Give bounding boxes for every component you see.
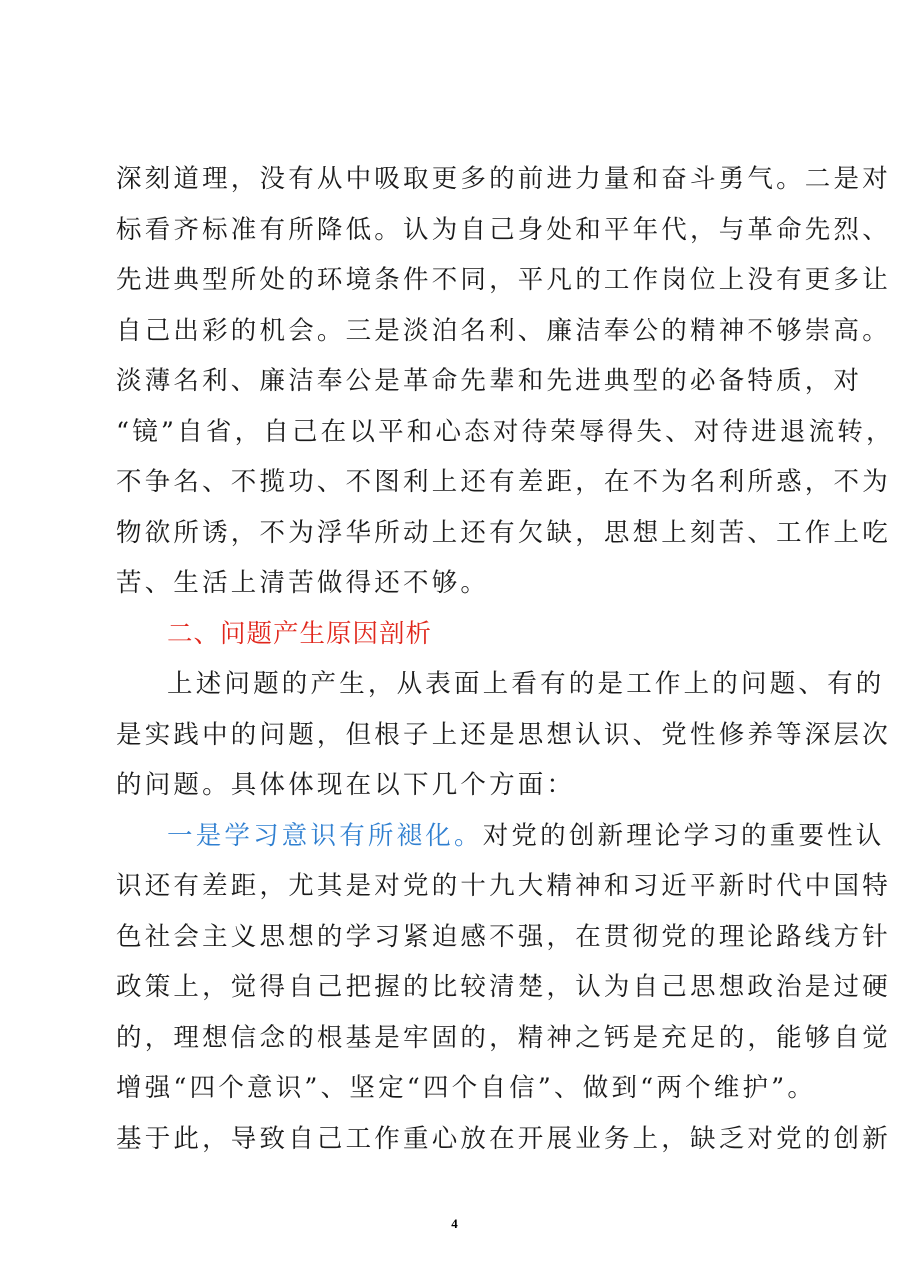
text-line: 物欲所诱，不为浮华所动上还有欠缺，思想上刻苦、工作上吃 [116,517,891,548]
text-line: 苦、生活上清苦做得还不够。 [116,568,490,598]
text-line: 色社会主义思想的学习紧迫感不强，在贯彻党的理论路线方针 [116,921,891,952]
text-line: 上述问题的产生，从表面上看有的是工作上的问题、有的 [167,669,885,699]
text-line: 淡薄名利、廉洁奉公是革命先辈和先进典型的必备特质，对 [116,366,863,396]
text-line: 先进典型所处的环境条件不同，平凡的工作岗位上没有更多让 [116,265,891,295]
document-body [116,154,895,1164]
text-line: 基于此，导致自己工作重心放在开展业务上，缺乏对党的创新 [116,1123,891,1154]
paragraph-lead-rest: 对党的创新理论学习的重要性认 [482,820,885,851]
text-line-with-lead [116,811,885,862]
paragraph-lead: 一是学习意识有所褪化。 [167,820,483,851]
text-line: 是实践中的问题，但根子上还是思想认识、党性修养等深层次 [116,719,891,750]
page-number: 4 [451,1216,458,1231]
section-heading: 二、问题产生原因剖析 [167,618,433,649]
text-line: 的，理想信念的根基是牢固的，精神之钙是充足的，能够自觉 [116,1022,891,1053]
text-line: 自己出彩的机会。三是淡泊名利、廉洁奉公的精神不够崇高。 [116,315,891,346]
text-line: 不争名、不揽功、不图利上还有差距，在不为名利所惑，不为 [116,467,891,497]
text-line: 增强“四个意识”、坚定“四个自信”、做到“两个维护”。 [116,1073,817,1103]
text-line: 政策上，觉得自己把握的比较清楚，认为自己思想政治是过硬 [116,972,891,1002]
text-line: “镜”自省，自己在以平和心态对待荣辱得失、对待进退流转， [116,416,895,447]
text-line: 的问题。具体体现在以下几个方面： [116,770,576,800]
text-line: 深刻道理，没有从中吸取更多的前进力量和奋斗勇气。二是对 [116,164,891,194]
text-line: 识还有差距，尤其是对党的十九大精神和习近平新时代中国特 [116,871,891,901]
text-line: 标看齐标准有所降低。认为自己身处和平年代，与革命先烈、 [116,214,891,245]
